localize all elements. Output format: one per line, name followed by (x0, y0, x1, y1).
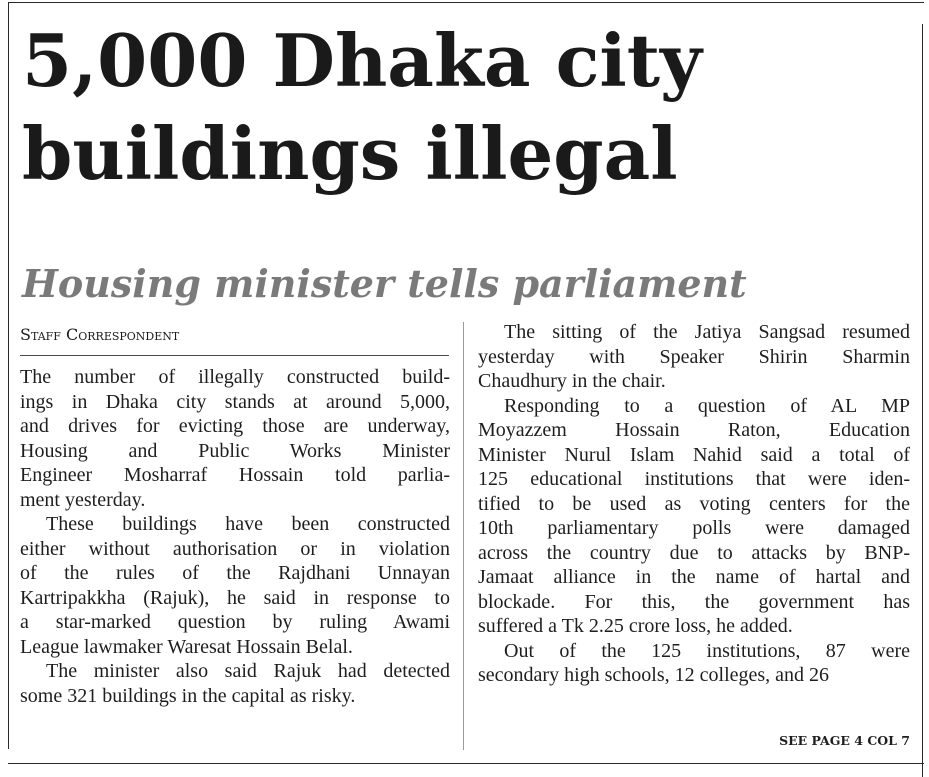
body-line: yesterday with Speaker Shirin Sharmin (478, 345, 910, 368)
body-line: Out of the 125 institutions, 87 were (504, 639, 910, 662)
column-divider (463, 322, 464, 750)
continuation-note: SEE PAGE 4 COL 7 (779, 733, 910, 748)
byline: Staff Correspondent (20, 325, 180, 344)
body-line: of the rules of the Rajdhani Unnayan (20, 562, 450, 584)
bottom-border-rule (8, 763, 924, 764)
right-column (478, 320, 910, 688)
body-line: suffered a Tk 2.25 crore loss, he added. (478, 615, 793, 637)
body-line: The sitting of the Jatiya Sangsad resumed (504, 321, 910, 343)
body-line: Jamaat alliance in the name of hartal and (478, 566, 910, 588)
body-line: tified to be used as voting centers for the (478, 492, 910, 515)
body-line: Engineer Mosharraf Hossain told parlia- (20, 464, 450, 486)
byline-divider (20, 355, 449, 356)
body-line: either without authorisation or in violation (20, 537, 450, 560)
body-line: secondary high schools, 12 colleges, and 26 (478, 664, 830, 686)
headline-line-1: 5,000 Dhaka city (22, 18, 702, 103)
body-line: ment yesterday. (20, 488, 146, 511)
body-line: League lawmaker Waresat Hossain Belal. (20, 635, 353, 658)
body-line: The number of illegally constructed build- (20, 366, 450, 388)
body-line: Moyazzem Hossain Raton, Education (478, 419, 910, 441)
body-line: ings in Dhaka city stands at around 5,000, (20, 390, 450, 413)
body-line: Minister Nurul Islam Nahid said a total of (478, 443, 910, 466)
body-line: Kartripakkha (Rajuk), he said in response to (20, 586, 450, 609)
body-line: 125 educational institutions that were iden- (478, 468, 910, 490)
body-line: some 321 buildings in the capital as risky. (20, 684, 356, 707)
headline (22, 14, 912, 200)
body-line: and drives for evicting those are underway, (20, 415, 450, 437)
body-line: a star-marked question by ruling Awami (20, 611, 450, 633)
headline-line-2: buildings illegal (22, 111, 678, 196)
body-line: Chaudhury in the chair. (478, 370, 666, 392)
body-line: across the country due to attacks by BNP- (478, 541, 910, 564)
body-line: These buildings have been constructed (46, 513, 450, 535)
right-border-rule (922, 24, 923, 777)
body-line: Responding to a question of AL MP (504, 394, 910, 417)
top-border-rule (8, 2, 924, 3)
body-line: The minister also said Rajuk had detected (46, 660, 450, 682)
subheadline: Housing minister tells parliament (22, 261, 747, 306)
left-column (20, 365, 450, 708)
left-border-rule (8, 2, 9, 749)
body-line: 10th parliamentary polls were damaged (478, 517, 910, 539)
body-line: Housing and Public Works Minister (20, 439, 450, 462)
body-line: blockade. For this, the government has (478, 590, 910, 613)
